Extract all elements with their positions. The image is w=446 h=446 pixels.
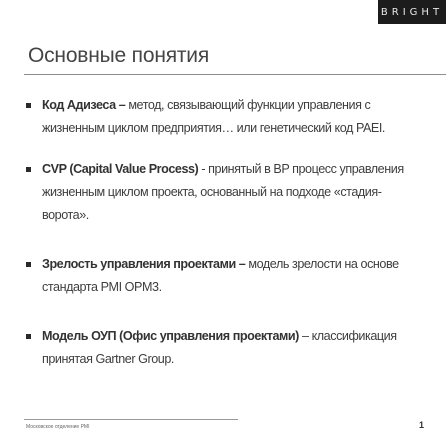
square-bullet-icon [26,167,31,172]
bullet-item-pmo-model [26,325,424,371]
bullet-list [26,94,424,389]
brand-text: BRIGHT [380,6,444,18]
brand-logo [378,0,446,24]
title-divider [24,74,446,75]
bullet-term: Зрелость управления проектами – [42,257,246,271]
square-bullet-icon [26,334,31,339]
bullet-text: метод, связывающий функции управления с жизненным циклом предприятия… или генетический код PAEI. [42,98,385,135]
bullet-term: CVP (Capital Value Process) [42,162,199,176]
bullet-item-adizes [26,94,424,140]
square-bullet-icon [26,262,31,267]
bullet-text: модель зрелости на основе стандарта PMI OPM3. [42,257,399,294]
slide-title: Основные понятия [28,44,210,67]
footer-divider [24,419,238,420]
bullet-term: Код Адизеса – [42,98,126,112]
bullet-text: – классификация принятая Gartner Group. [42,329,397,366]
bullet-text: - принятый в BP процесс управления жизненным циклом проекта, основанный на подходе «стадия-ворота». [42,162,404,222]
bullet-item-cvp [26,158,424,227]
footer-label: Московское отделение PMI [26,424,90,430]
bullet-item-maturity [26,253,424,299]
square-bullet-icon [26,103,31,108]
bullet-term: Модель ОУП (Офис управления проектами) [42,329,299,343]
page-number: 1 [418,420,424,430]
